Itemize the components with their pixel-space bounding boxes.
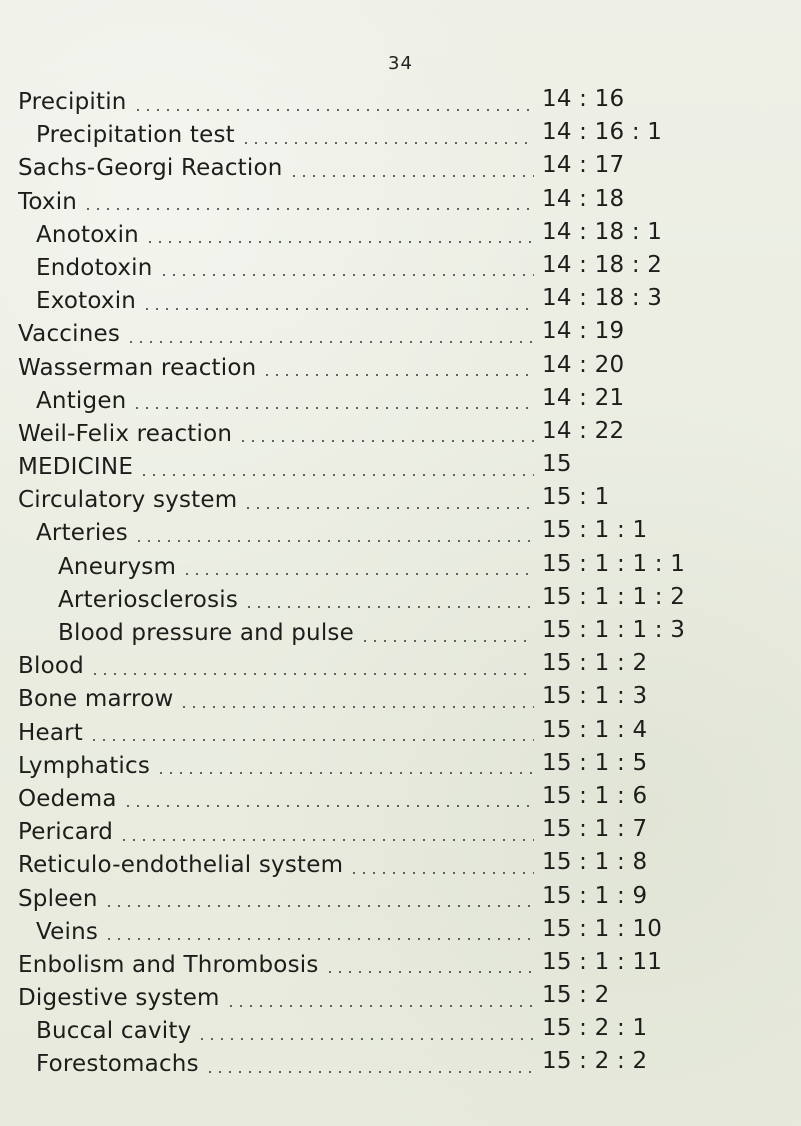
entry-code: 14 : 16 [542, 86, 625, 112]
entry-code: 14 : 21 [542, 384, 625, 411]
entry-code: 15 : 1 : 1 [542, 517, 648, 544]
entry-term-row [36, 1053, 540, 1076]
entry-code: 14 : 22 [542, 417, 625, 444]
entry-term-row [18, 821, 540, 844]
index-entry [18, 318, 798, 351]
entry-term: Sachs-Georgi Reaction [18, 157, 283, 181]
entry-term-row [36, 1020, 540, 1043]
index-entry [18, 385, 798, 418]
entry-code: 14 : 16 : 1 [542, 119, 663, 146]
entry-term-row [36, 390, 540, 413]
entry-term-row [18, 755, 540, 778]
entry-term: Forestomachs [36, 1053, 199, 1077]
entry-code: 14 : 17 [542, 152, 625, 179]
index-entry [18, 86, 798, 119]
entry-term: Anotoxin [36, 223, 139, 247]
entry-term: Vaccines [18, 323, 121, 347]
dot-leader [238, 440, 534, 442]
entry-term: Spleen [18, 887, 98, 911]
entry-term-row [18, 456, 540, 479]
index-entry [18, 816, 798, 849]
dot-leader [89, 739, 534, 741]
entry-code: 15 : 1 : 6 [542, 782, 648, 809]
index-entry [18, 849, 798, 882]
dot-leader [126, 341, 534, 343]
entry-code: 14 : 18 : 3 [542, 285, 663, 312]
entry-term: Exotoxin [36, 290, 137, 314]
dot-leader [104, 905, 534, 907]
index-entry [18, 186, 798, 219]
entry-code: 15 : 1 : 1 : 3 [542, 617, 686, 643]
dot-leader [262, 374, 534, 376]
index-entry [18, 285, 798, 318]
entry-code: 14 : 20 [542, 351, 625, 378]
entry-term-row [18, 655, 540, 678]
index-entry [18, 484, 798, 517]
index-entry [18, 219, 798, 252]
entry-term: Digestive system [18, 987, 220, 1011]
entry-code: 15 : 1 : 7 [542, 816, 648, 843]
entry-code: 14 : 18 [542, 185, 625, 212]
index-entry [18, 517, 798, 550]
index-entry [18, 982, 798, 1015]
dot-leader [205, 1071, 534, 1073]
entry-term: Reticulo-endothelial system [18, 854, 344, 878]
entry-term-row [58, 556, 540, 579]
index-entry [18, 551, 798, 584]
entry-term-row [36, 290, 540, 313]
entry-term: Bone marrow [18, 688, 174, 712]
dot-leader [142, 308, 534, 310]
dot-leader [159, 274, 534, 276]
entry-term-row [18, 489, 540, 512]
dot-leader [123, 805, 534, 807]
index-entry [18, 650, 798, 683]
entry-term-row [36, 522, 540, 545]
entry-code: 14 : 19 [542, 318, 625, 345]
index-entry [18, 584, 798, 617]
entry-term-row [36, 124, 540, 147]
entry-term: Wasserman reaction [18, 356, 257, 380]
entry-term: Oedema [18, 787, 117, 811]
entry-code: 15 : 1 : 4 [542, 716, 648, 743]
entry-term: Antigen [36, 389, 127, 413]
index-entry [18, 949, 798, 982]
entry-term: Arteries [36, 522, 128, 546]
entry-term-row [36, 257, 540, 280]
dot-leader [132, 407, 534, 409]
index-entry [18, 717, 798, 750]
index-entry [18, 119, 798, 152]
dot-leader [349, 872, 534, 874]
dot-leader [104, 938, 534, 940]
index-entry [18, 750, 798, 783]
entry-code: 15 [542, 451, 572, 478]
entry-term-row [18, 788, 540, 811]
dot-leader [244, 606, 534, 608]
entry-term: Lymphatics [18, 754, 151, 778]
entry-term-row [18, 323, 540, 346]
index-entry [18, 352, 798, 385]
entry-term-row [18, 888, 540, 911]
index-entry [18, 916, 798, 949]
entry-code: 15 : 2 : 2 [542, 1048, 648, 1075]
entry-term: Pericard [18, 821, 114, 845]
dot-leader [360, 640, 534, 642]
entry-code: 14 : 18 : 2 [542, 251, 663, 278]
entry-term-row [18, 987, 540, 1010]
entry-term-row [18, 854, 540, 877]
entry-code: 15 : 1 : 5 [542, 749, 648, 776]
entry-term: Enbolism and Thrombosis [18, 953, 319, 977]
entry-term: Buccal cavity [36, 1020, 192, 1044]
dot-leader [156, 772, 534, 774]
dot-leader [134, 540, 534, 542]
entry-code: 15 : 1 : 2 [542, 650, 648, 677]
index-entry [18, 1048, 798, 1081]
entry-term-row [18, 722, 540, 745]
entry-term-row [18, 688, 540, 711]
index-entry [18, 252, 798, 285]
dot-leader [90, 673, 534, 675]
entry-term-row [18, 191, 540, 214]
entry-term: Blood [18, 655, 84, 679]
dot-leader [182, 573, 534, 575]
entry-code: 15 : 1 : 11 [542, 948, 663, 975]
entry-term-row [58, 589, 540, 612]
dot-leader [197, 1038, 534, 1040]
dot-leader [145, 241, 534, 243]
entry-term-row [58, 622, 540, 645]
entry-code: 15 : 2 [542, 982, 610, 1009]
entry-term: MEDICINE [18, 456, 134, 480]
index-entry [18, 617, 798, 650]
entry-code: 15 : 1 [542, 484, 610, 511]
index-entry [18, 451, 798, 484]
dot-leader [325, 971, 534, 973]
dot-leader [243, 507, 534, 509]
dot-leader [241, 142, 534, 144]
entry-term-row [36, 921, 540, 944]
page-number: 34 [388, 53, 413, 74]
entry-term: Circulatory system [18, 489, 238, 513]
entry-term: Arteriosclerosis [58, 588, 239, 612]
entry-term: Endotoxin [36, 256, 153, 280]
entry-term: Veins [36, 920, 99, 944]
index-entry [18, 783, 798, 816]
entry-code: 15 : 1 : 9 [542, 882, 648, 909]
dot-leader [119, 839, 534, 841]
entry-code: 15 : 1 : 10 [542, 915, 663, 942]
entry-term-row [18, 91, 540, 114]
entry-code: 15 : 1 : 1 : 2 [542, 583, 686, 610]
dot-leader [83, 208, 534, 210]
dot-leader [289, 175, 534, 177]
entry-term: Heart [18, 721, 84, 745]
entry-term: Toxin [18, 190, 78, 214]
entry-code: 15 : 1 : 3 [542, 683, 648, 710]
entry-code: 15 : 2 : 1 [542, 1015, 648, 1042]
index-entry [18, 1015, 798, 1048]
dot-leader [179, 706, 534, 708]
entry-term-row [18, 157, 540, 180]
entry-term: Precipitin [18, 91, 127, 114]
dot-leader [226, 1005, 534, 1007]
entry-term-row [36, 224, 540, 247]
entry-term: Precipitation test [36, 124, 235, 148]
index-entry [18, 152, 798, 185]
dot-leader [139, 474, 534, 476]
index-entry [18, 418, 798, 451]
entry-term-row [18, 357, 540, 380]
dot-leader [133, 109, 534, 111]
index-entry [18, 883, 798, 916]
entry-code: 15 : 1 : 8 [542, 849, 648, 876]
entry-code: 15 : 1 : 1 : 1 [542, 550, 686, 577]
entry-code: 14 : 18 : 1 [542, 218, 663, 245]
entry-term: Blood pressure and pulse [58, 622, 354, 645]
entry-term-row [18, 423, 540, 446]
entry-term-row [18, 954, 540, 977]
entry-term: Aneurysm [58, 555, 177, 579]
index-list [18, 86, 798, 1082]
index-entry [18, 683, 798, 716]
entry-term: Weil-Felix reaction [18, 422, 233, 446]
